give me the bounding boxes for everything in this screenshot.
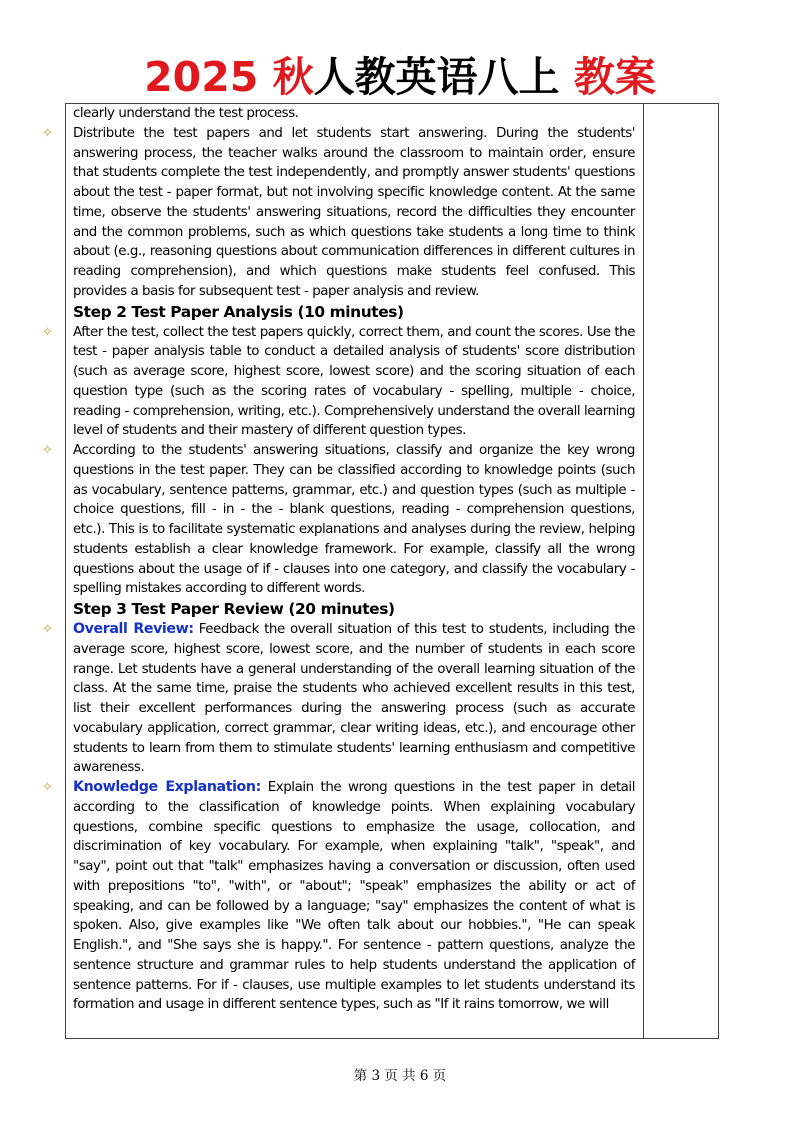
header-season: 秋 (272, 53, 314, 101)
page-header (0, 52, 800, 102)
star-bullet-icon: ✧ (42, 443, 53, 458)
paragraph-classify-questions (42, 441, 635, 599)
paragraph-text: Explain the wrong questions in the test paper in detail according to the classification of knowledge points. When explaining vocabulary questions, combine specific questions to emphasize the usage, collocation, and discrimination of key vocabulary. For example, when explaining "talk", "speak", and "say", point out that "talk" emphasizes having a conversation or discussion, often used with prepositions "to", "with", or "about"; "speak" emphasizes the ability or act of speaking, and can be followed by a language; "say" emphasizes the content of what is spoken. Also, give examples like "We often talk about our hobbies.", "He can speak English.", and "She says she is happy.". For sentence - pattern questions, analyze the sentence structure and grammar rules to help students understand the application of sentence patterns. For if - clauses, use multiple examples to let students understand its formation and usage in different sentence types, such as "If it rains tomorrow, we will (73, 780, 635, 1013)
knowledge-explanation-label: Knowledge Explanation: (73, 779, 261, 795)
paragraph-overall-review (42, 620, 635, 778)
star-bullet-icon: ✧ (42, 780, 53, 795)
header-doc-type: 教案 (573, 53, 656, 101)
overall-review-label: Overall Review: (73, 621, 194, 637)
header-year: 2025 (144, 53, 259, 101)
paragraph-text: Distribute the test papers and let students start answering. During the students' answering process, the teacher walks around the classroom to maintain order, ensure that students complete the test independently, and promptly answer students' questions about the test - paper format, but not involving specific knowledge content. At the same time, observe the students' answering situations, record the difficulties they encounter and the common problems, such as which questions take students a long time to think about (e.g., reasoning questions about communication differences in different cultures in reading comprehension), and which questions make students feel confused. This provides a basis for subsequent test - paper analysis and review. (73, 125, 635, 299)
paragraph-collect-papers (42, 323, 635, 442)
paragraph-text: Feedback the overall situation of this test to students, including the average score, highest score, lowest score, and the number of students in each score range. Let students have a general understanding of the overall learning situation of the class. At the same time, praise the students who achieved excellent results in this test, list their excellent performances during the answering process (such as accurate vocabulary application, correct grammar, clear writing ideas, etc.), and encourage other students to learn from them to stimulate students' learning enthusiasm and competitive awareness. (73, 622, 635, 776)
star-bullet-icon: ✧ (42, 622, 53, 637)
step-3-heading: Step 3 Test Paper Review (20 minutes) (73, 600, 395, 618)
lesson-content (42, 104, 635, 1015)
paragraph-continuation: clearly understand the test process. (73, 106, 299, 121)
paragraph-knowledge-explanation (42, 778, 635, 1015)
paragraph-distribute-papers (42, 124, 635, 302)
page-number: 第 3 页 共 6 页 (353, 1068, 447, 1084)
paragraph-text: According to the students' answering situations, classify and organize the key wrong questions in the test paper. They can be classified according to knowledge points (such as vocabulary, sentence patterns, grammar, etc.) and question types (such as multiple - choice questions, fill - in - the - blank questions, reading - comprehension questions, etc.). This is to facilitate systematic explanations and analyses during the review, helping students establish a clear knowledge framework. For example, classify all the wrong questions about the usage of if - clauses into one category, and classify the vocabulary - spelling mistakes according to different words. (73, 443, 635, 597)
table-column-divider (643, 104, 644, 1038)
header-subject: 人教英语八上 (313, 53, 560, 101)
star-bullet-icon: ✧ (42, 125, 53, 141)
star-bullet-icon: ✧ (42, 324, 53, 340)
step-2-heading: Step 2 Test Paper Analysis (10 minutes) (73, 302, 404, 321)
paragraph-text: After the test, collect the test papers quickly, correct them, and count the scores. Use the test - paper analysis table to conduct a detailed analysis of students' score distribution (such as average score, highest score, lowest score) and the scoring situation of each question type (such as the scoring rates of vocabulary - spelling, multiple - choice, reading - comprehension, writing, etc.). Comprehensively understand the overall learning level of students and their mastery of different question types. (73, 324, 635, 439)
